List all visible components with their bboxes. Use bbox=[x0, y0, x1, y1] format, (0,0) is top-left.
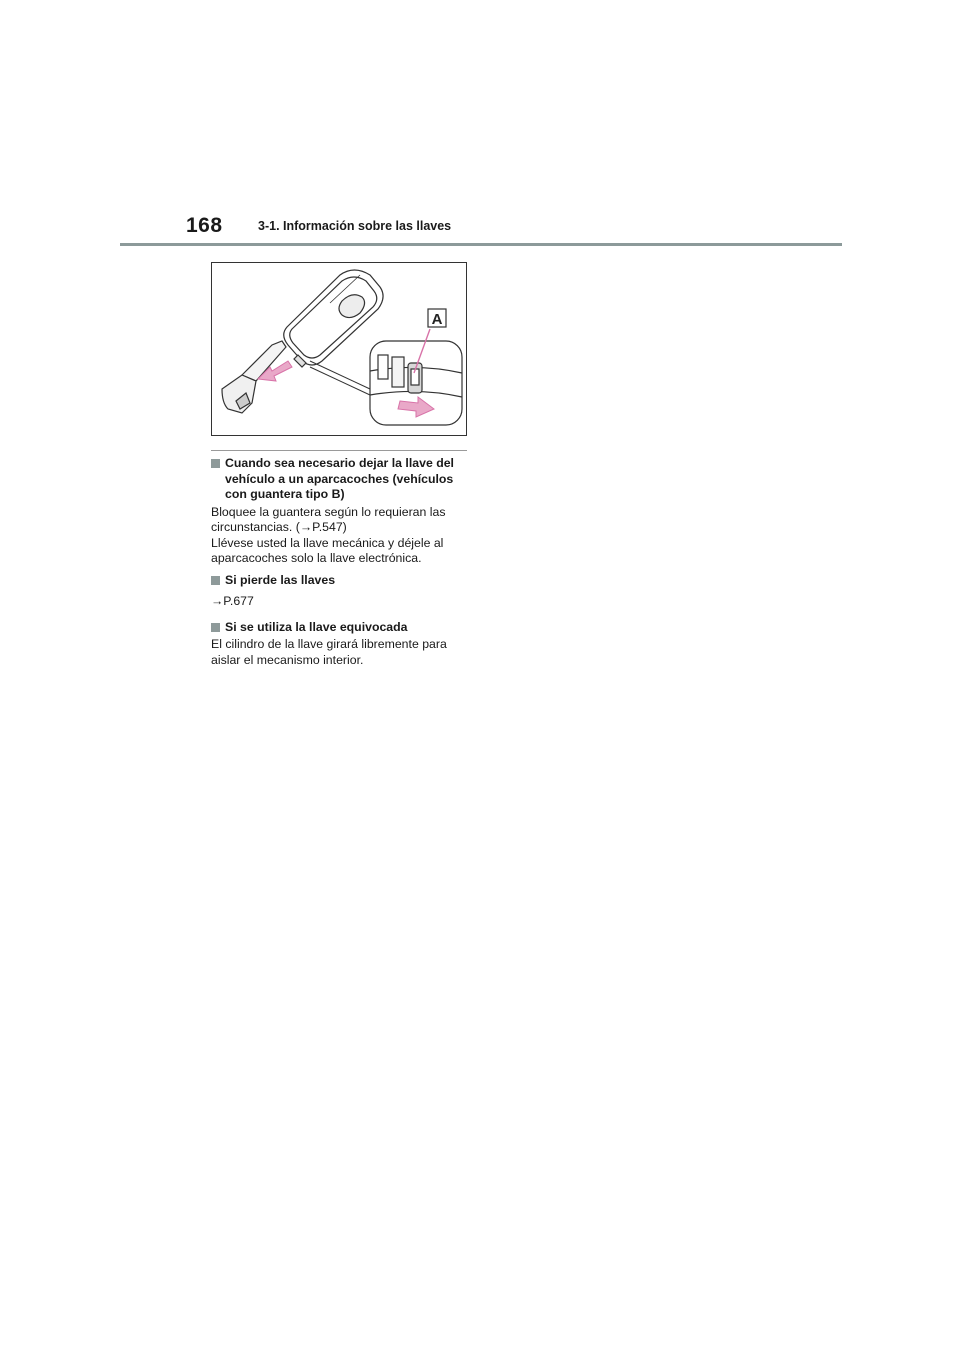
section-wrong-key bbox=[211, 620, 471, 669]
key-illustration bbox=[211, 262, 467, 436]
content-column bbox=[211, 456, 471, 674]
square-bullet-icon bbox=[211, 459, 220, 468]
header-rule bbox=[120, 243, 842, 246]
zoom-leader-lines bbox=[310, 361, 370, 395]
section-divider bbox=[211, 450, 467, 451]
paragraph: El cilindro de la llave girará libremente para aislar el mecanismo interior. bbox=[211, 637, 447, 667]
section-heading: Cuando sea necesario dejar la llave del vehículo a un aparcacoches (vehículos con guantera tipo B) bbox=[211, 456, 471, 503]
square-bullet-icon bbox=[211, 623, 220, 632]
page-reference-link[interactable]: →P.677 bbox=[211, 594, 254, 608]
paragraph: Bloquee la guantera según lo requieran las circunstancias. (→P.547) bbox=[211, 504, 446, 534]
page-number: 168 bbox=[186, 214, 223, 237]
square-bullet-icon bbox=[211, 576, 220, 585]
section-valet bbox=[211, 456, 471, 567]
section-lost-keys bbox=[211, 573, 471, 610]
mechanical-key bbox=[222, 341, 286, 413]
key-fob bbox=[284, 270, 383, 367]
callout-label: A bbox=[431, 311, 443, 328]
section-heading: Si se utiliza la llave equivocada bbox=[211, 620, 471, 636]
key-drawing bbox=[212, 263, 466, 435]
section-heading: Si pierde las llaves bbox=[211, 573, 471, 589]
paragraph: Llévese usted la llave mecánica y déjele al aparcacoches solo la llave electrónica. bbox=[211, 535, 444, 565]
section-title: 3-1. Información sobre las llaves bbox=[258, 219, 452, 233]
